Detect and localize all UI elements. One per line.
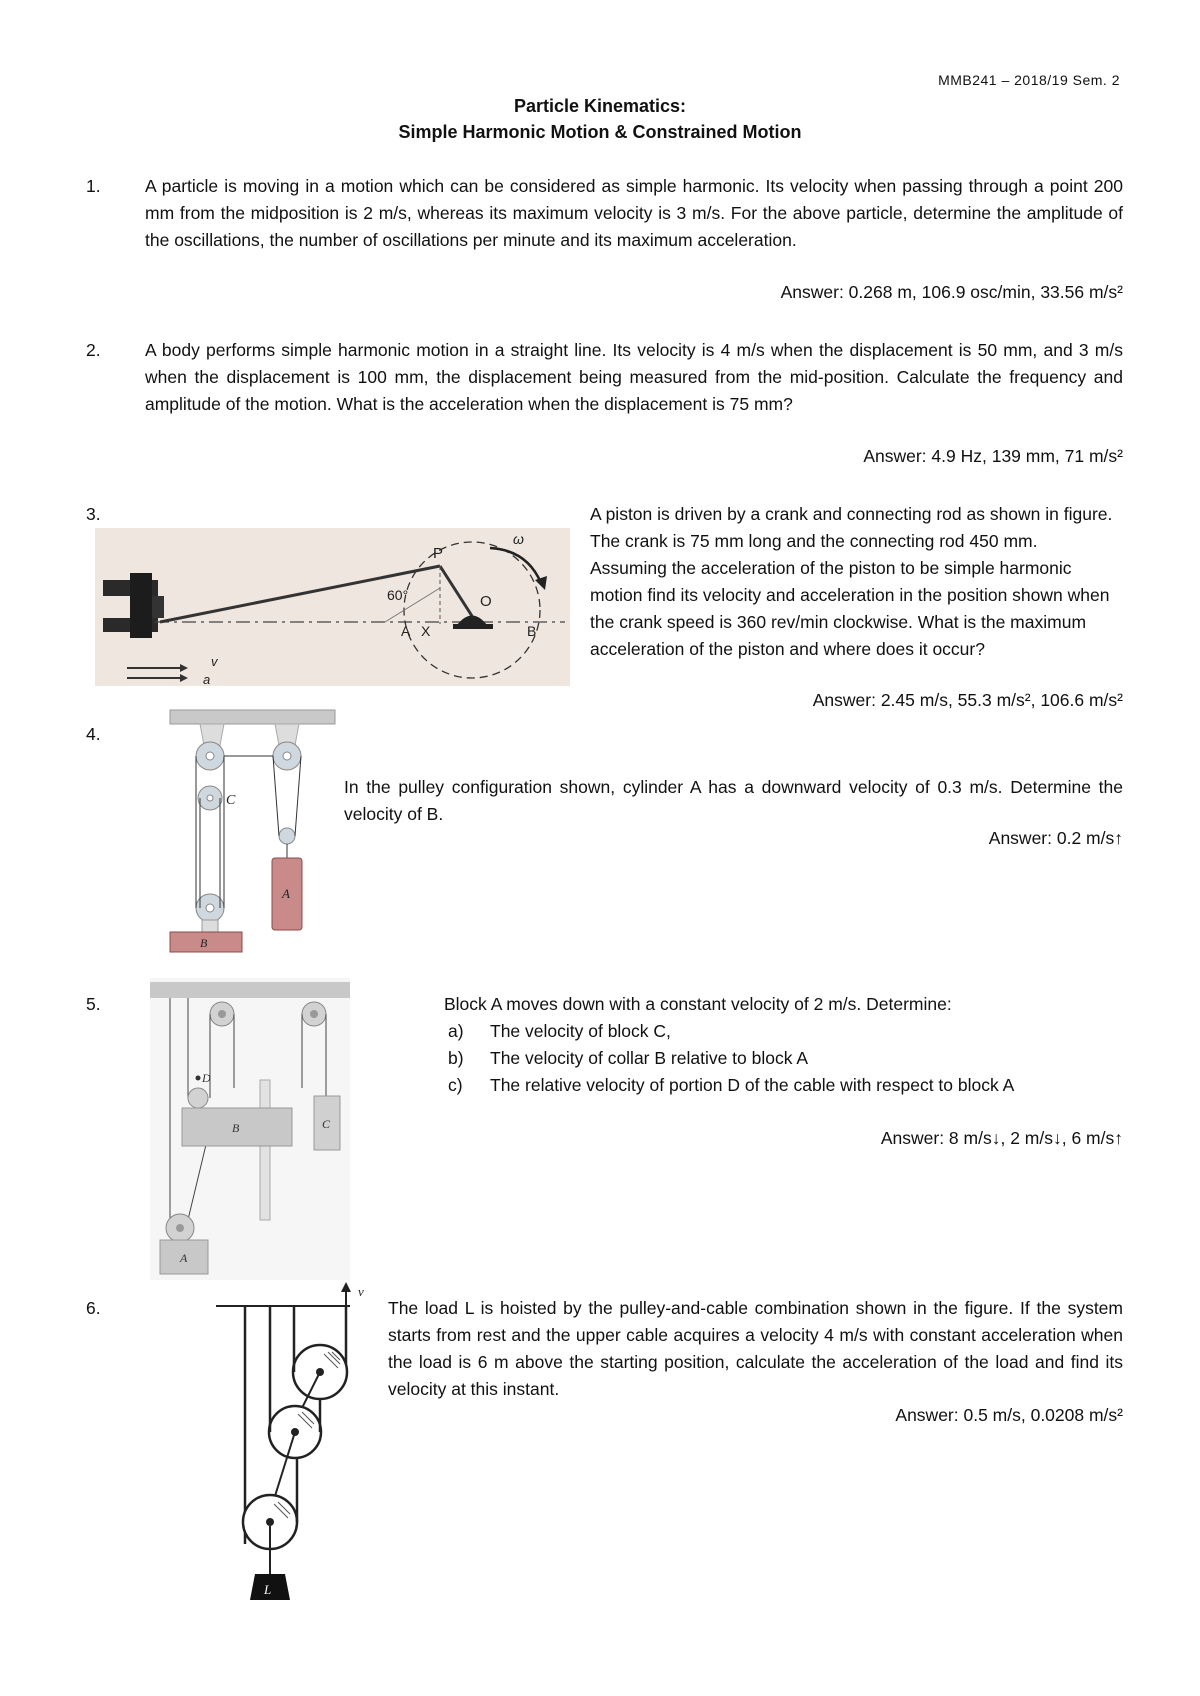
problem-3-answer: Answer: 2.45 m/s, 55.3 m/s², 106.6 m/s² — [812, 690, 1123, 710]
problem-3-text: A piston is driven by a crank and connecting rod as shown in figure. The crank is 75 mm long and the connecting rod 450 mm. Assuming the acceleration of the piston to be simple harmonic motion find its velocity and acceleration in the position shown when the crank speed is 360 rev/min clockwise. What is the maximum acceleration of the piston and where does it occur? — [590, 504, 1113, 659]
label-a: A — [401, 623, 411, 639]
label-x: X — [421, 623, 431, 639]
label-c: C — [322, 1117, 331, 1131]
pulley-figure-6 — [210, 1282, 380, 1612]
problem-5-text: Block A moves down with a constant velocity of 2 m/s. Determine: — [444, 994, 952, 1014]
label-p: P — [433, 545, 444, 562]
problem-3-number: 3. — [86, 504, 101, 524]
page-subtitle: Simple Harmonic Motion & Constrained Motion — [398, 122, 802, 142]
problem-5-answer: Answer: 8 m/s↓, 2 m/s↓, 6 m/s↑ — [880, 1128, 1123, 1148]
problem-4-number: 4. — [86, 724, 101, 744]
label-acc: a — [203, 672, 211, 686]
label-a: A — [282, 886, 290, 901]
label-o: O — [480, 593, 492, 610]
pulley-figure-5 — [150, 978, 350, 1280]
problem-1-answer: Answer: 0.268 m, 106.9 osc/min, 33.56 m/s² — [780, 282, 1123, 302]
problem-4-answer: Answer: 0.2 m/s↑ — [988, 828, 1123, 848]
pulley-figure-4 — [160, 706, 340, 958]
label-v: v — [358, 1284, 364, 1299]
label-v: v — [211, 654, 218, 669]
problem-4-text: In the pulley configuration shown, cylinder A has a downward velocity of 0.3 m/s. Determine the velocity of B. — [344, 777, 1123, 824]
problem-6-text: The load L is hoisted by the pulley-and-cable combination shown in the figure. If the system starts from rest and the upper cable acquires a velocity 4 m/s with constant acceleration when the load is 6 m above the starting position, calculate the acceleration of the load and find its velocity at this instant. — [388, 1298, 1123, 1399]
label-b: B — [527, 623, 537, 639]
label-a: A — [180, 1251, 188, 1265]
page-title: Particle Kinematics: — [513, 96, 687, 116]
course-code: MMB241 – 2018/19 Sem. 2 — [938, 72, 1120, 88]
problem-1-text: A particle is moving in a motion which can be considered as simple harmonic. Its velocity when passing through a point 200 mm from the midposition is 2 m/s, whereas its maximum velocity is 3 m/s. For the above particle, determine the amplitude of the oscillations, the number of oscillations per minute and its maximum acceleration. — [145, 176, 1123, 250]
label-d: D — [202, 1071, 211, 1085]
label-angle: 60° — [387, 587, 409, 603]
problem-6-answer: Answer: 0.5 m/s, 0.0208 m/s² — [895, 1405, 1123, 1425]
problem-2-answer: Answer: 4.9 Hz, 139 mm, 71 m/s² — [863, 446, 1123, 466]
problem-5-number: 5. — [86, 994, 101, 1014]
problem-2-text: A body performs simple harmonic motion in a straight line. Its velocity is 4 m/s when the displacement is 50 mm, and 3 m/s when the displacement is 100 mm, the displacement being measured from the mid-position. Calculate the frequency and amplitude of the motion. What is the acceleration when the displacement is 75 mm? — [145, 340, 1123, 414]
problem-5-options — [448, 1018, 1123, 1099]
problem-6-number: 6. — [86, 1298, 101, 1318]
label-b: B — [232, 1121, 240, 1135]
option-b: b) The velocity of collar B relative to block A — [448, 1048, 809, 1068]
label-c: C — [226, 793, 236, 808]
problem-1-number: 1. — [86, 176, 101, 196]
label-omega: ω — [513, 531, 524, 547]
option-a: a) The velocity of block C, — [448, 1021, 671, 1041]
crank-piston-figure — [95, 528, 570, 686]
problem-2-number: 2. — [86, 340, 101, 360]
label-b: B — [200, 936, 208, 950]
label-l: L — [264, 1582, 272, 1597]
option-c: c) The relative velocity of portion D of the cable with respect to block A — [448, 1075, 1015, 1095]
